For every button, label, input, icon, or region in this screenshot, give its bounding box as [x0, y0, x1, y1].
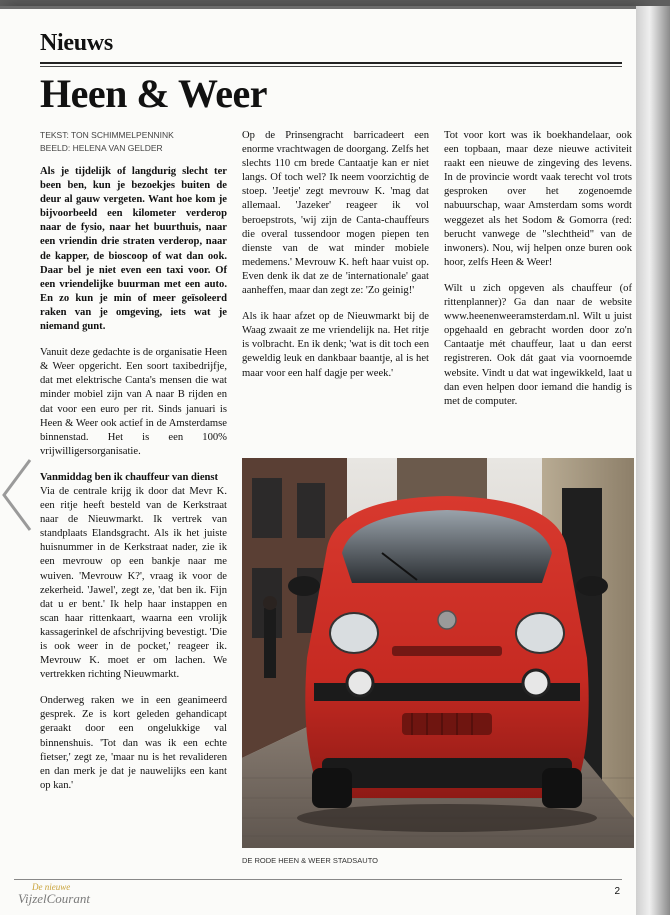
- section-title: Nieuws: [40, 30, 113, 56]
- paragraph: Tot voor kort was ik boekhandelaar, ook een topbaan, maar deze nieuwe activiteit raakt een nieuwe de zingeving des levens. In de provincie wordt vaak terecht vol trots gesproken over het zogenoemde nabuurschap, waar Amsterdam soms wordt weggezet als het Sodom & Gomorra (red: berucht vanwege de "slechtheid" van de inwoners). Nou, wij helpen onze buren ook hoor, zelfs Heen & Weer!: [444, 130, 632, 268]
- paragraph: Op de Prinsengracht barricadeert een enorme vrachtwagen de doorgang. Zelfs het slechts 110 cm brede Cantaatje kan er niet langs. Of toch wel? Ik neem voorzichtig de stoep. 'Jeetje' zegt mevrouw K. 'mag dat allemaal. 'Jazeker' reageer ik vol beroepstrots, 'wij zijn de Canta-chauffeurs die overal tussendoor mogen piepen ten dienste van de wat minder mobiele medemens.' Mevrouw K. heft haar vuist op. Even denk ik dat ze de 'internationale' gaat aanheffen, maar dan zegt ze: 'Zo geinig!': [242, 130, 429, 297]
- subheading: Vanmiddag ben ik chauffeur van dienst: [40, 471, 219, 483]
- page-number: 2: [614, 886, 620, 897]
- top-edge: [0, 6, 636, 9]
- column-3: [444, 129, 632, 421]
- credit-text: TEKST: TON SCHIMMELPENNINK: [40, 130, 174, 140]
- photo-caption: DE RODE HEEN & WEER STADSAUTO: [242, 856, 378, 865]
- paragraph: Wilt u zich opgeven als chauffeur (of rittenplanner)? Ga dan naar de website www.heenenweeramsterdam.nl. Wilt u juist opgehaald en gebracht worden door zo'n Cantaatje mét chauffeur, laat u dan eerst registreren. Ook dát gaat via voornoemde website. Vindt u dat wat ingewikkeld, laat u dan even helpen door iemand die handig is met de computer.: [444, 282, 632, 407]
- logo-small-text: De nieuwe: [32, 882, 71, 892]
- lead-paragraph: Als je tijdelijk of langdurig slecht ter been ben, kun je bezoekjes buiten de deur al gauw vergeten. Want hoe kom je bijvoorbeeld een kilometer verderop naar de fysio, naar het buurthuis, naar een vriendin drie straten verderop, naar de kapper, de bioscoop of wat dan ook. Daar bel je niet even een taxi voor. Of een vriendelijke buurman met een auto. En zo kun je min of meer geïsoleerd raken van je omgeving, iets wat je niemand gunt.: [40, 166, 227, 333]
- column-1: [40, 165, 227, 805]
- article-headline: Heen & Weer: [40, 71, 268, 116]
- credit-photo: BEELD: HELENA VAN GELDER: [40, 143, 163, 153]
- car-photo: [242, 458, 634, 848]
- header-rule: [40, 62, 622, 64]
- paragraph: Onderweg raken we in een geanimeerd gesprek. Ze is kort geleden gehandicapt geraakt door een ongelukkige val binnenshuis. 'Tot dan was ik een echte fietser,' zegt ze, 'maar nu is het revalideren en dan merk je dat je nauwelijks een kant op kan.': [40, 695, 227, 791]
- previous-page-chevron-icon[interactable]: [0, 455, 34, 535]
- paragraph: Vanuit deze gedachte is de organisatie Heen & Weer opgericht. Een soort taxibedrijfje, dat met elektrische Canta's mensen die wat minder mobiel zijn van A naar B rijden en dat voor een euro per rit. Sinds januari is Heen & Weer ook actief in de Amsterdamse binnenstad. Het is een 100% vrijwilligersorganisatie.: [40, 347, 227, 457]
- header-rule-thin: [40, 66, 622, 67]
- publication-logo: [18, 883, 90, 906]
- page-curl: [636, 6, 670, 915]
- logo-main-text: VijzelCourant: [18, 891, 90, 906]
- magazine-page: [0, 6, 636, 915]
- footer-rule: [14, 879, 622, 880]
- paragraph: Via de centrale krijg ik door dat Mevr K. een ritje heeft besteld van de Kerkstraat naar de Nieuwmarkt. Ik vertrek van standplaats Elandsgracht. Als ik het juiste huisnummer in de Kerkstraat nader, zie ik een mevrouw op een bankje naar me wuiven. 'Mevrouw K?', vraag ik voor de zekerheid. 'Jawel', zegt ze, 'dat ben ik. Fijn dat u er bent.' Ik help haar instappen en scan haar rittenkaart, waarna een vrolijk kassagerinkel de afschrijving bevestigt. 'Die is ook weer in de pocket,' reageer ik. Mevrouw K. moet er om lachen. We vertrekken richting Nieuwmarkt.: [40, 485, 227, 681]
- column-2: [242, 129, 429, 393]
- paragraph: Als ik haar afzet op de Nieuwmarkt bij de Waag zwaait ze me vriendelijk na. Het ritje is volbracht. En ik denk; 'wat is dit toch een geweldig leuk en dankbaar baantje, al is het maar voor een half dagje per week.': [242, 311, 429, 379]
- credits: [40, 129, 174, 155]
